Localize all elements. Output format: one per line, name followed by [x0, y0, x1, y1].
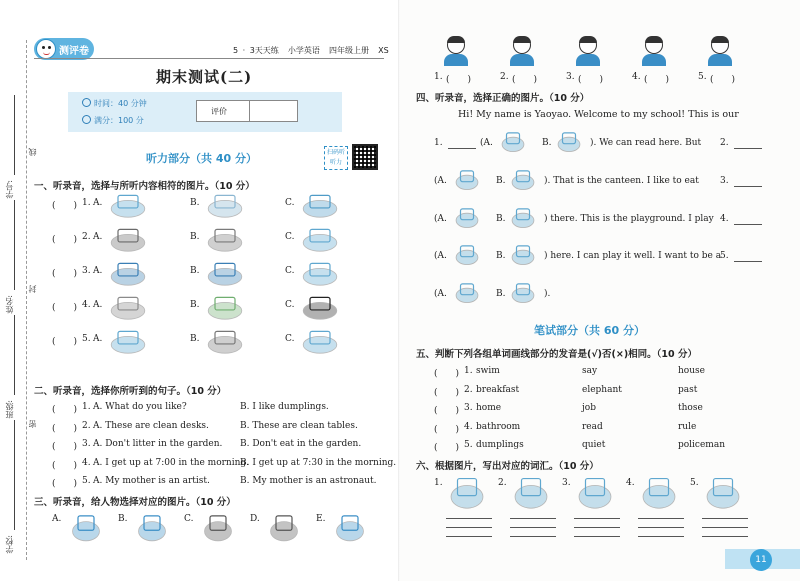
- section3-title: 三、听录音，给人物选择对应的图片。（10 分）: [34, 497, 236, 508]
- answer-paren[interactable]: ( ): [434, 369, 460, 379]
- person-num: 1.: [434, 72, 443, 82]
- s6-num: 1.: [434, 478, 443, 488]
- picture-window-sleep-icon: [704, 474, 742, 512]
- banji-line: [14, 315, 15, 395]
- s6-writing-line[interactable]: [510, 536, 556, 537]
- person-answer-paren[interactable]: ( ): [578, 75, 604, 85]
- picture-umbrella-icon: [70, 512, 102, 544]
- person-icon: [576, 36, 600, 66]
- s2-num: 4.: [82, 457, 91, 468]
- section2-title: 二、听录音，选择你所听到的句子。（10 分）: [34, 386, 227, 397]
- s2-option-b: B. Don't eat in the garden.: [240, 439, 362, 449]
- s6-writing-line[interactable]: [638, 518, 684, 519]
- section6-title: 六、根据图片，写出对应的词汇。（10 分）: [416, 461, 599, 472]
- s1-num: 1.: [82, 198, 91, 208]
- picture-handbag-icon: [136, 512, 168, 544]
- s4-blank[interactable]: [734, 224, 762, 225]
- check-icon: [82, 115, 91, 124]
- mascot-icon: [36, 39, 56, 59]
- s4-next-num: 5.: [720, 251, 729, 261]
- s1-num: 3.: [82, 266, 91, 276]
- s2-option-b: B. I like dumplings.: [240, 402, 329, 412]
- furniture-icon: [202, 512, 234, 544]
- s1-num: 5.: [82, 334, 91, 344]
- s4-blank[interactable]: [734, 186, 762, 187]
- bowl-noodles-icon: [108, 192, 148, 220]
- s6-writing-line[interactable]: [510, 527, 556, 528]
- s5-word-3: policeman: [678, 440, 725, 450]
- s4-next-num: 2.: [720, 138, 729, 148]
- s1-opt-c: C.: [285, 334, 295, 344]
- picture-bathroom-sink-icon: [448, 474, 486, 512]
- xuehao-line: [14, 95, 15, 175]
- person-icon: [642, 36, 666, 66]
- xingming-line: [14, 200, 15, 290]
- answer-paren[interactable]: ( ): [52, 405, 78, 415]
- s3-option-label: B.: [118, 514, 128, 524]
- s6-writing-line[interactable]: [638, 536, 684, 537]
- picture-stadium-icon: [512, 474, 550, 512]
- bathroom-sink-icon: [448, 474, 486, 512]
- handbag-icon: [136, 512, 168, 544]
- info-box: [68, 92, 342, 132]
- panda-icon: [300, 294, 340, 322]
- s6-writing-line[interactable]: [446, 518, 492, 519]
- s4-opt-b: B.: [496, 176, 506, 186]
- s6-writing-line[interactable]: [574, 527, 620, 528]
- person-icon: [510, 36, 534, 66]
- page-number: 11: [750, 549, 772, 571]
- answer-paren[interactable]: ( ): [434, 424, 460, 435]
- answer-paren[interactable]: ( ): [52, 442, 78, 452]
- s1-num: 2.: [82, 232, 91, 242]
- cut-mark-mi: 密: [28, 420, 37, 428]
- badge: [34, 38, 94, 60]
- picture-bowl-noodles-icon: [108, 192, 148, 220]
- s1-opt-c: C.: [285, 232, 295, 242]
- s6-writing-line[interactable]: [574, 536, 620, 537]
- picture-s4-option-b-icon: [556, 130, 582, 154]
- answer-paren[interactable]: ( ): [434, 443, 460, 453]
- s5-word-3: rule: [678, 421, 697, 432]
- s6-num: 2.: [498, 478, 507, 488]
- picture-s4-option-b-icon: [510, 281, 536, 305]
- picture-kitchen-icon: [300, 328, 340, 356]
- sheep-icon: [108, 294, 148, 322]
- s4-next-num: 3.: [720, 176, 729, 186]
- s6-writing-line[interactable]: [702, 527, 748, 528]
- s4-sentence: ).: [544, 289, 551, 299]
- listening-section-title: 听力部分（共 40 分）: [146, 152, 257, 165]
- picture-rice-bowl-icon: [205, 192, 245, 220]
- picture-s4-option-a-icon: [454, 281, 480, 305]
- s2-option-a: A. These are clean desks.: [93, 420, 209, 431]
- eval-label: 评价: [211, 107, 227, 116]
- s1-opt-b: B.: [190, 300, 200, 310]
- s4-option-a-icon: [454, 281, 480, 305]
- s4-opt-a: (A.: [480, 138, 493, 148]
- s6-num: 4.: [626, 478, 635, 488]
- right-page: [400, 0, 800, 581]
- s2-num: 1.: [82, 402, 91, 412]
- playground-icon: [300, 226, 340, 254]
- picture-s4-option-a-icon: [454, 168, 480, 192]
- label-xingming: 姓名:: [5, 295, 14, 314]
- s1-opt-a: A.: [93, 334, 103, 344]
- s6-writing-line[interactable]: [446, 527, 492, 528]
- person-answer-paren[interactable]: ( ): [512, 75, 538, 85]
- picture-astronaut-icon: [576, 474, 614, 512]
- s6-writing-line[interactable]: [510, 518, 556, 519]
- s4-blank[interactable]: [448, 148, 476, 149]
- picture-sheep-icon: [108, 294, 148, 322]
- s5-word-1: home: [476, 403, 502, 413]
- s4-opt-a: (A.: [434, 214, 447, 224]
- person-icon: [708, 36, 732, 66]
- classroom-icon: [205, 226, 245, 254]
- s1-opt-b: B.: [190, 266, 200, 276]
- s1-opt-a: A.: [93, 232, 103, 242]
- s4-option-b-icon: [556, 130, 582, 154]
- qr-label: 扫码听听力: [324, 146, 348, 170]
- s6-writing-line[interactable]: [702, 518, 748, 519]
- qr-code-icon[interactable]: [352, 144, 378, 170]
- page-title: 期末测试(二): [156, 68, 253, 86]
- rice-bowl-icon: [205, 192, 245, 220]
- s2-num: 3.: [82, 439, 91, 449]
- s5-word-2: say: [582, 366, 598, 376]
- girl-studying-icon: [205, 260, 245, 288]
- s5-num: 5.: [464, 440, 473, 450]
- s3-option-label: C.: [184, 514, 194, 524]
- eval-box: [196, 100, 298, 122]
- section4-title: 四、听录音，选择正确的图片。（10 分）: [416, 93, 590, 104]
- s2-num: 2.: [82, 420, 91, 431]
- s4-option-b-icon: [510, 281, 536, 305]
- s5-word-2: elephant: [582, 384, 622, 395]
- label-xuehao: 学号:: [5, 180, 14, 199]
- s3-option-label: D.: [250, 514, 260, 524]
- answer-paren[interactable]: ( ): [52, 201, 78, 211]
- binding-line: [26, 40, 27, 560]
- s4-blank[interactable]: [734, 261, 762, 262]
- s1-opt-a: A.: [93, 266, 103, 276]
- astronaut-icon: [576, 474, 614, 512]
- s1-opt-c: C.: [285, 300, 295, 310]
- s5-word-2: job: [582, 403, 596, 413]
- s2-option-b: B. I get up at 7:30 in the morning.: [240, 457, 397, 468]
- picture-library-icon: [108, 226, 148, 254]
- s4-opt-a: (A.: [434, 251, 447, 261]
- s4-intro: Hi! My name is Yaoyao. Welcome to my school! This is our: [458, 109, 739, 120]
- picture-classroom-icon: [205, 226, 245, 254]
- s6-writing-line[interactable]: [702, 536, 748, 537]
- flowers-icon: [334, 512, 366, 544]
- s1-opt-c: C.: [285, 198, 295, 208]
- s4-opt-b: B.: [496, 251, 506, 261]
- picture-s4-option-a-icon: [454, 243, 480, 267]
- picture-girl-studying-icon: [205, 260, 245, 288]
- answer-paren[interactable]: ( ): [52, 460, 78, 471]
- picture-s4-option-a-icon: [500, 130, 526, 154]
- s4-option-a-icon: [454, 168, 480, 192]
- s4-option-a-icon: [500, 130, 526, 154]
- s5-word-1: bathroom: [476, 421, 521, 432]
- s4-sentence: ) here. I can play it well. I want to be a: [544, 251, 722, 261]
- meal-icon: [300, 260, 340, 288]
- s4-sentence: ). We can read here. But: [590, 138, 702, 148]
- picture-bedroom-icon: [205, 328, 245, 356]
- picture-dumplings-icon: [300, 192, 340, 220]
- section1-title: 一、听录音，选择与所听内容相符的图片。（10 分）: [34, 181, 255, 192]
- s1-opt-a: A.: [93, 300, 103, 310]
- s5-word-2: read: [582, 421, 603, 432]
- label-xuexiao: 学校:: [5, 535, 14, 554]
- s5-word-1: dumplings: [476, 440, 524, 450]
- s4-opt-b: B.: [496, 214, 506, 224]
- boy-eating-icon: [108, 260, 148, 288]
- s2-option-a: A. Don't litter in the garden.: [93, 439, 223, 449]
- picture-furniture-icon: [202, 512, 234, 544]
- bathroom-icon: [108, 328, 148, 356]
- s2-option-b: B. These are clean tables.: [240, 420, 358, 431]
- picture-toy-tiger-icon: [268, 512, 300, 544]
- picture-s4-option-b-icon: [510, 243, 536, 267]
- person-icon: [444, 36, 468, 66]
- answer-paren[interactable]: ( ): [52, 235, 78, 245]
- person-num: 5.: [698, 72, 707, 82]
- person-num: 2.: [500, 72, 509, 82]
- score-info: 满分：100 分: [82, 115, 144, 126]
- answer-paren[interactable]: ( ): [434, 387, 460, 398]
- picture-playground-icon: [300, 226, 340, 254]
- dumplings-icon: [300, 192, 340, 220]
- s2-num: 5.: [82, 476, 91, 486]
- s5-word-1: breakfast: [476, 384, 520, 395]
- s4-blank[interactable]: [734, 148, 762, 149]
- picture-flowers-icon: [334, 512, 366, 544]
- picture-bathroom-icon: [108, 328, 148, 356]
- person-answer-paren[interactable]: ( ): [710, 75, 736, 85]
- s1-opt-b: B.: [190, 198, 200, 208]
- s2-option-a: A. What do you like?: [93, 402, 187, 412]
- picture-panda-icon: [300, 294, 340, 322]
- time-info: 时间：40 分钟: [82, 98, 147, 109]
- picture-tree-swing-icon: [205, 294, 245, 322]
- picture-tree-icon: [640, 474, 678, 512]
- picture-meal-icon: [300, 260, 340, 288]
- header-rule: [34, 58, 384, 59]
- umbrella-icon: [70, 512, 102, 544]
- s4-sentence: ). That is the canteen. I like to eat: [544, 176, 699, 186]
- s1-num: 4.: [82, 300, 91, 310]
- s4-opt-b: B.: [542, 138, 552, 148]
- s2-option-a: A. I get up at 7:00 in the morning.: [93, 457, 250, 468]
- s4-option-b-icon: [510, 168, 536, 192]
- s6-writing-line[interactable]: [574, 518, 620, 519]
- answer-paren[interactable]: ( ): [52, 303, 78, 313]
- s4-option-b-icon: [510, 243, 536, 267]
- toy-tiger-icon: [268, 512, 300, 544]
- s1-opt-c: C.: [285, 266, 295, 276]
- badge-text: 测评卷: [59, 46, 89, 57]
- tree-icon: [640, 474, 678, 512]
- answer-paren[interactable]: ( ): [434, 406, 460, 416]
- s5-num: 2.: [464, 384, 473, 395]
- s1-opt-a: A.: [93, 198, 103, 208]
- picture-s4-option-b-icon: [510, 168, 536, 192]
- s6-writing-line[interactable]: [638, 527, 684, 528]
- picture-boy-eating-icon: [108, 260, 148, 288]
- s5-word-2: quiet: [582, 440, 606, 450]
- s6-num: 3.: [562, 478, 571, 488]
- s2-option-a: A. My mother is an artist.: [93, 476, 210, 486]
- s5-word-1: swim: [476, 366, 500, 376]
- s5-word-3: past: [678, 384, 698, 395]
- s4-opt-a: (A.: [434, 289, 447, 299]
- tree-swing-icon: [205, 294, 245, 322]
- xuexiao-line: [14, 420, 15, 530]
- picture-s4-option-b-icon: [510, 206, 536, 230]
- written-section-title: 笔试部分（共 60 分）: [534, 324, 645, 337]
- answer-paren[interactable]: ( ): [52, 269, 78, 279]
- library-icon: [108, 226, 148, 254]
- bedroom-icon: [205, 328, 245, 356]
- s3-option-label: A.: [52, 514, 62, 524]
- cut-mark-feng: 封: [28, 285, 37, 293]
- stadium-icon: [512, 474, 550, 512]
- s1-opt-b: B.: [190, 334, 200, 344]
- header-info: 5 · 3天天练 小学英语 四年级上册 XS: [233, 46, 389, 55]
- section5-title: 五、判断下列各组单词画线部分的发音是(√)否(×)相同。（10 分）: [416, 349, 697, 360]
- s4-option-a-icon: [454, 243, 480, 267]
- person-answer-paren[interactable]: ( ): [644, 75, 670, 85]
- s4-opt-a: (A.: [434, 176, 447, 186]
- cut-mark-xian: 线: [28, 148, 37, 156]
- s4-next-num: 4.: [720, 214, 729, 224]
- s4-option-a-icon: [454, 206, 480, 230]
- picture-s4-option-a-icon: [454, 206, 480, 230]
- kitchen-icon: [300, 328, 340, 356]
- s6-num: 5.: [690, 478, 699, 488]
- s1-opt-b: B.: [190, 232, 200, 242]
- s5-num: 1.: [464, 366, 473, 376]
- person-num: 4.: [632, 72, 641, 82]
- s5-word-3: those: [678, 403, 703, 413]
- answer-paren[interactable]: ( ): [52, 479, 78, 489]
- s4-opt-b: B.: [496, 289, 506, 299]
- s6-writing-line[interactable]: [446, 536, 492, 537]
- s2-option-b: B. My mother is an astronaut.: [240, 476, 377, 486]
- person-answer-paren[interactable]: ( ): [446, 75, 472, 85]
- window-sleep-icon: [704, 474, 742, 512]
- s5-word-3: house: [678, 366, 705, 376]
- label-banji: 班级:: [5, 400, 14, 419]
- s5-num: 3.: [464, 403, 473, 413]
- s4-sentence: ) there. This is the playground. I play: [544, 214, 714, 224]
- s5-num: 4.: [464, 421, 473, 432]
- answer-paren[interactable]: ( ): [52, 337, 78, 347]
- clock-icon: [82, 98, 91, 107]
- s3-option-label: E.: [316, 514, 326, 524]
- person-num: 3.: [566, 72, 575, 82]
- s4-option-b-icon: [510, 206, 536, 230]
- answer-paren[interactable]: ( ): [52, 423, 78, 434]
- s4-num: 1.: [434, 138, 443, 148]
